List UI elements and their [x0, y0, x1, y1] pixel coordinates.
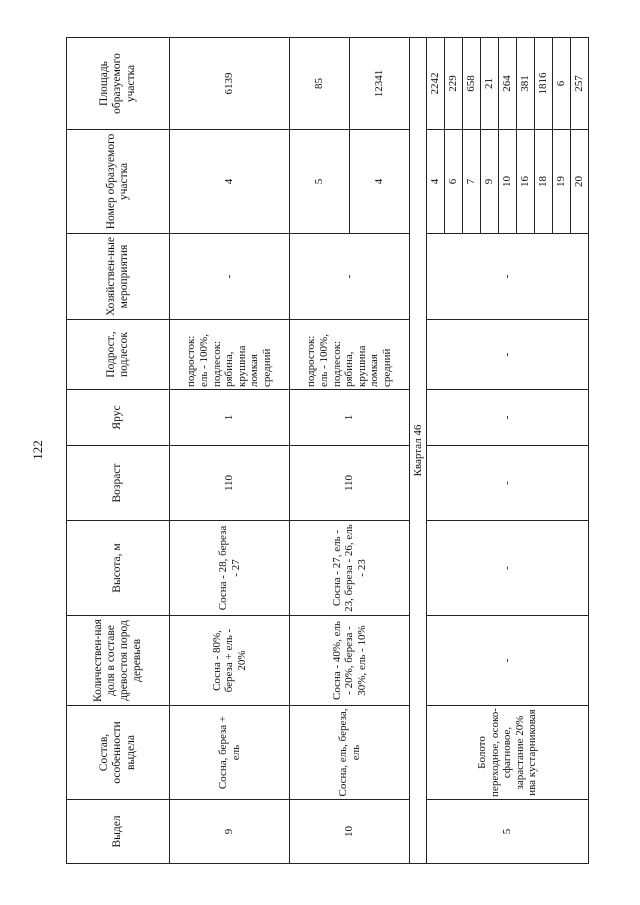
cell-ploshad: 6 [553, 38, 571, 130]
header-row [67, 38, 170, 864]
cell-vydel: 9 [170, 800, 290, 864]
cell-podrost: подросток: ель - 100%, подлесок: рябина, крушина ломкая средний [290, 320, 410, 390]
cell-nomer: 4 [350, 130, 410, 234]
cell-yarus: - [427, 390, 589, 446]
cell-ploshad: 264 [499, 38, 517, 130]
cell-ploshad: 6139 [170, 38, 290, 130]
cell-yarus: 1 [290, 390, 410, 446]
cell-nomer: 4 [427, 130, 445, 234]
cell-nomer: 9 [481, 130, 499, 234]
header-nomer: Номер образуемого участка [67, 130, 170, 234]
cell-ploshad: 85 [290, 38, 350, 130]
header-vysota: Высота, м [67, 521, 170, 616]
cell-nomer: 6 [445, 130, 463, 234]
cell-ploshad: 229 [445, 38, 463, 130]
cell-podrost: подросток: ель - 100%, подлесок: рябина, крушина ломкая средний [170, 320, 290, 390]
header-meropr: Хозяйствен-ные мероприятия [67, 234, 170, 320]
forest-inventory-table [66, 37, 589, 864]
header-dolya: Количествен-ная доля в составе древостоя пород деревьев [67, 616, 170, 706]
cell-nomer: 5 [290, 130, 350, 234]
cell-sostav: Болото переходное, осоко-сфагновое, зарастание 20% ива кустарниковая [427, 706, 589, 800]
kvartal-title: Квартал 46 [410, 38, 427, 864]
cell-nomer: 19 [553, 130, 571, 234]
kvartal-row [410, 38, 427, 864]
cell-nomer: 7 [463, 130, 481, 234]
cell-yarus: 1 [170, 390, 290, 446]
cell-nomer: 20 [571, 130, 589, 234]
cell-ploshad: 1816 [535, 38, 553, 130]
cell-nomer: 18 [535, 130, 553, 234]
header-vydel: Выдел [67, 800, 170, 864]
forest-table-container [66, 38, 586, 864]
cell-vydel: 5 [427, 800, 589, 864]
cell-ploshad: 2242 [427, 38, 445, 130]
cell-vozrast: 110 [170, 446, 290, 521]
cell-ploshad: 21 [481, 38, 499, 130]
header-sostav: Состав, особенности выдела [67, 706, 170, 800]
cell-vysota: - [427, 521, 589, 616]
cell-dolya: Сосна - 40%, ель - 20%, береза - 30%, ель - 10% [290, 616, 410, 706]
cell-podrost: - [427, 320, 589, 390]
cell-ploshad: 12341 [350, 38, 410, 130]
table-row [170, 38, 290, 864]
cell-nomer: 10 [499, 130, 517, 234]
cell-nomer: 16 [517, 130, 535, 234]
header-podrost: Подрост., подлесок [67, 320, 170, 390]
header-vozrast: Возраст [67, 446, 170, 521]
cell-dolya: Сосна - 80%, береза + ель - 20% [170, 616, 290, 706]
cell-ploshad: 658 [463, 38, 481, 130]
cell-sostav: Сосна, береза + ель [170, 706, 290, 800]
cell-ploshad: 257 [571, 38, 589, 130]
cell-meropr: - [427, 234, 589, 320]
cell-sostav: Сосна, ель, береза, ель [290, 706, 410, 800]
cell-nomer: 4 [170, 130, 290, 234]
cell-vozrast: 110 [290, 446, 410, 521]
cell-meropr: - [170, 234, 290, 320]
cell-ploshad: 381 [517, 38, 535, 130]
header-ploshad: Площадь образуемого участка [67, 38, 170, 130]
cell-dolya: - [427, 616, 589, 706]
cell-vozrast: - [427, 446, 589, 521]
cell-vydel: 10 [290, 800, 410, 864]
page-number: 122 [29, 440, 45, 460]
table-row [290, 38, 350, 864]
cell-vysota: Сосна - 28, береза - 27 [170, 521, 290, 616]
table-row [427, 38, 445, 864]
cell-meropr: - [290, 234, 410, 320]
header-yarus: Ярус [67, 390, 170, 446]
cell-vysota: Сосна - 27, ель - 23, береза - 26, ель - 23 [290, 521, 410, 616]
